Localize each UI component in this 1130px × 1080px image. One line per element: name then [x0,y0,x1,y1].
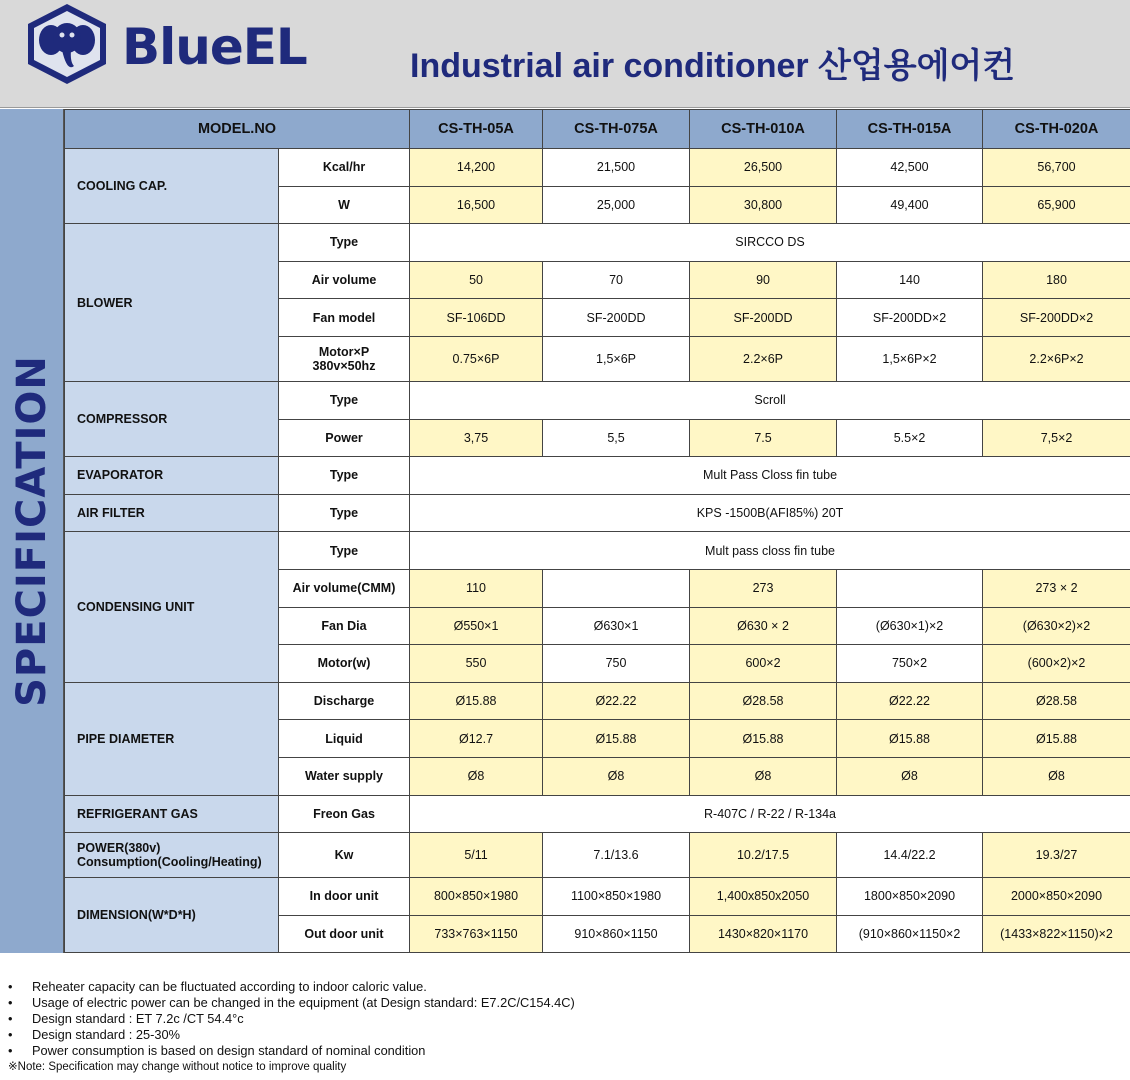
value-cell: Ø22.22 [543,682,690,720]
value-cell: 70 [543,261,690,299]
value-cell: 2.2×6P [690,336,837,381]
brand-name: BlueEL [122,18,307,76]
value-cell: Ø12.7 [410,720,543,758]
spec-row [65,833,1130,878]
elephant-hexagon-icon [22,2,112,86]
value-cell: 7.5 [690,419,837,457]
category-cell: COOLING CAP. [65,149,279,224]
value-cell: 5/11 [410,833,543,878]
row-label: Water supply [279,757,410,795]
value-cell: 910×860×1150 [543,915,690,953]
notes [8,979,1118,1075]
value-cell: 2000×850×2090 [983,878,1130,916]
value-cell: 30,800 [690,186,837,224]
category-cell: PIPE DIAMETER [65,682,279,795]
value-cell: 21,500 [543,149,690,187]
note-item: • Design standard : 25-30% [8,1027,1118,1043]
value-cell: 1,5×6P×2 [837,336,983,381]
row-label: Fan Dia [279,607,410,645]
value-cell: 90 [690,261,837,299]
row-label: Power [279,419,410,457]
value-cell: Ø630 × 2 [690,607,837,645]
model-header: CS-TH-020A [983,110,1130,149]
row-label: Type [279,532,410,570]
value-cell: 16,500 [410,186,543,224]
value-cell: 65,900 [983,186,1130,224]
note-item: • Design standard : ET 7.2c /CT 54.4°c [8,1011,1118,1027]
spec-row [65,532,1130,570]
value-cell: Ø8 [410,757,543,795]
value-cell: 1,5×6P [543,336,690,381]
value-cell: Ø15.88 [983,720,1130,758]
value-cell: 19.3/27 [983,833,1130,878]
category-cell: DIMENSION(W*D*H) [65,878,279,953]
value-cell: Ø8 [837,757,983,795]
row-label: Liquid [279,720,410,758]
value-cell: 1100×850×1980 [543,878,690,916]
spec-row [65,457,1130,495]
value-cell: Ø28.58 [983,682,1130,720]
value-cell: 26,500 [690,149,837,187]
value-cell: (1433×822×1150)×2 [983,915,1130,953]
row-label: Air volume(CMM) [279,569,410,607]
model-header: CS-TH-05A [410,110,543,149]
value-cell [543,569,690,607]
category-cell: REFRIGERANT GAS [65,795,279,833]
value-cell: 140 [837,261,983,299]
value-cell: Ø8 [983,757,1130,795]
value-cell: Ø15.88 [837,720,983,758]
value-cell: Ø15.88 [410,682,543,720]
value-cell: Ø8 [543,757,690,795]
value-cell [837,569,983,607]
model-header: CS-TH-075A [543,110,690,149]
value-cell: (Ø630×1)×2 [837,607,983,645]
spec-row [65,224,1130,262]
category-cell: AIR FILTER [65,494,279,532]
category-cell: COMPRESSOR [65,381,279,456]
value-cell: Ø28.58 [690,682,837,720]
value-cell: 49,400 [837,186,983,224]
spanned-value-cell: Mult pass closs fin tube [410,532,1130,570]
value-cell: (Ø630×2)×2 [983,607,1130,645]
value-cell: 180 [983,261,1130,299]
value-cell: SF-106DD [410,299,543,337]
value-cell: (600×2)×2 [983,645,1130,683]
value-cell: 1430×820×1170 [690,915,837,953]
value-cell: 2.2×6P×2 [983,336,1130,381]
value-cell: 273 [690,569,837,607]
row-label: Freon Gas [279,795,410,833]
row-label: In door unit [279,878,410,916]
value-cell: 25,000 [543,186,690,224]
value-cell: 273 × 2 [983,569,1130,607]
page-title: Industrial air conditioner 산업용에어컨 [410,47,1016,85]
note-item: • Power consumption is based on design standard of nominal condition [8,1043,1118,1059]
value-cell: 3,75 [410,419,543,457]
value-cell: 42,500 [837,149,983,187]
spec-row [65,878,1130,916]
value-cell: 0.75×6P [410,336,543,381]
row-label: Motor×P 380v×50hz [279,336,410,381]
model-header: CS-TH-015A [837,110,983,149]
row-label: Kcal/hr [279,149,410,187]
value-cell: 5,5 [543,419,690,457]
value-cell: 110 [410,569,543,607]
spanned-value-cell: KPS -1500B(AFI85%) 20T [410,494,1130,532]
row-label: Type [279,457,410,495]
row-label: Motor(w) [279,645,410,683]
model-label: MODEL.NO [65,110,410,149]
value-cell: 1800×850×2090 [837,878,983,916]
value-cell: Ø550×1 [410,607,543,645]
spec-row [65,494,1130,532]
row-label: Type [279,494,410,532]
value-cell: Ø15.88 [543,720,690,758]
value-cell: 10.2/17.5 [690,833,837,878]
model-header: CS-TH-010A [690,110,837,149]
value-cell: Ø22.22 [837,682,983,720]
value-cell: 7,5×2 [983,419,1130,457]
row-label: Fan model [279,299,410,337]
value-cell: 750×2 [837,645,983,683]
value-cell: SF-200DD×2 [837,299,983,337]
spec-body [65,149,1130,953]
notes-list [8,979,1118,1059]
spec-row [65,795,1130,833]
value-cell: 5.5×2 [837,419,983,457]
value-cell: 14,200 [410,149,543,187]
spec-row [65,682,1130,720]
value-cell: 7.1/13.6 [543,833,690,878]
header [0,0,1130,108]
side-label: SPECIFICATION [9,355,55,707]
value-cell: (910×860×1150×2 [837,915,983,953]
note-item: • Reheater capacity can be fluctuated according to indoor caloric value. [8,979,1118,995]
value-cell: 56,700 [983,149,1130,187]
value-cell: Ø630×1 [543,607,690,645]
row-label: Out door unit [279,915,410,953]
value-cell: 800×850×1980 [410,878,543,916]
value-cell: Ø15.88 [690,720,837,758]
value-cell: SF-200DD [690,299,837,337]
category-cell: POWER(380v) Consumption(Cooling/Heating) [65,833,279,878]
category-cell: CONDENSING UNIT [65,532,279,682]
spanned-value-cell: SIRCCO DS [410,224,1130,262]
value-cell: 1,400x850x2050 [690,878,837,916]
note-item: • Usage of electric power can be changed in the equipment (at Design standard: E7.2C/C154.4C) [8,995,1118,1011]
value-cell: 14.4/22.2 [837,833,983,878]
spec-table [64,109,1130,953]
spanned-value-cell: Mult Pass Closs fin tube [410,457,1130,495]
value-cell: SF-200DD×2 [983,299,1130,337]
category-cell: EVAPORATOR [65,457,279,495]
value-cell: 733×763×1150 [410,915,543,953]
row-label: Kw [279,833,410,878]
row-label: Discharge [279,682,410,720]
header-row [65,110,1130,149]
brand-logo [22,2,322,86]
value-cell: 600×2 [690,645,837,683]
spec-row [65,149,1130,187]
value-cell: 750 [543,645,690,683]
note-final: ※Note: Specification may change without notice to improve quality [8,1061,347,1073]
spanned-value-cell: R-407C / R-22 / R-134a [410,795,1130,833]
category-cell: BLOWER [65,224,279,382]
value-cell: 50 [410,261,543,299]
row-label: Type [279,224,410,262]
value-cell: 550 [410,645,543,683]
spec-row [65,381,1130,419]
value-cell: SF-200DD [543,299,690,337]
row-label: Type [279,381,410,419]
row-label: W [279,186,410,224]
row-label: Air volume [279,261,410,299]
value-cell: Ø8 [690,757,837,795]
spanned-value-cell: Scroll [410,381,1130,419]
